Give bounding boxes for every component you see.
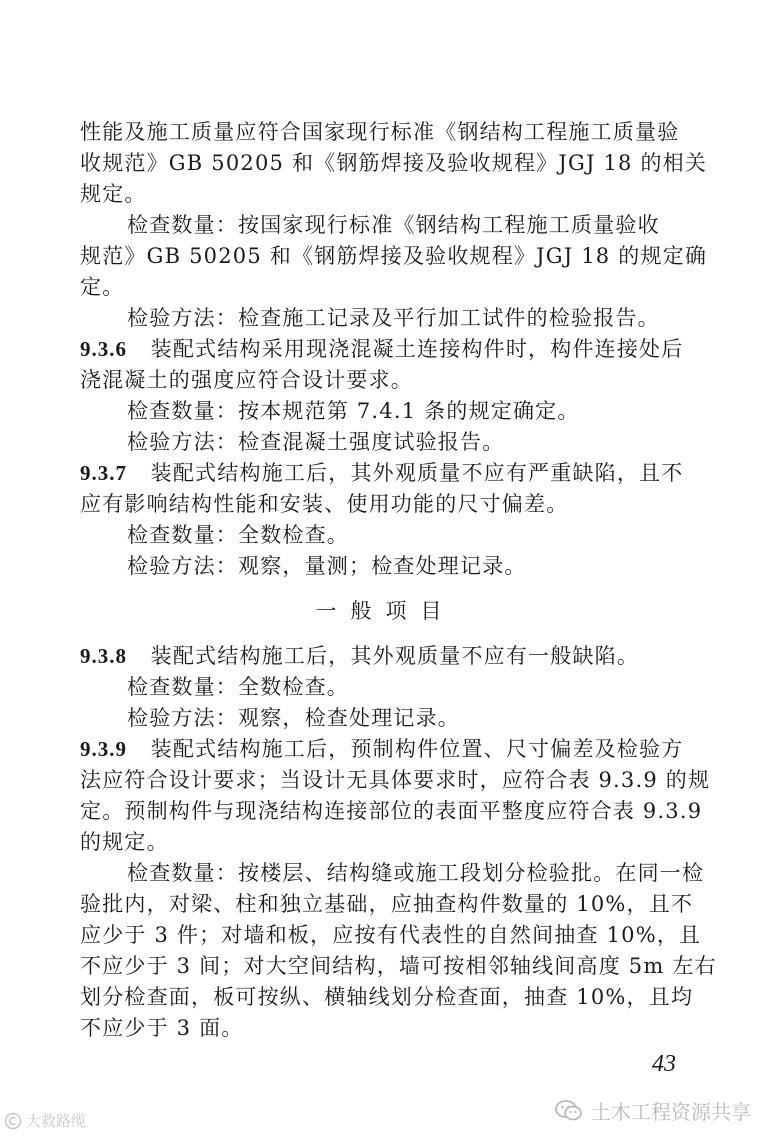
clause-text: 装配式结构施工后，其外观质量不应有严重缺陷，且不 <box>150 461 684 485</box>
clause-text: 装配式结构施工后，其外观质量不应有一般缺陷。 <box>150 644 640 668</box>
text-line: 应有影响结构性能和安装、使用功能的尺寸偏差。 <box>80 492 569 516</box>
text-line: 性能及施工质量应符合国家现行标准《钢结构工程施工质量验 <box>80 120 680 144</box>
wechat-icon <box>555 1099 583 1123</box>
watermark-left <box>4 1110 86 1131</box>
text-line: 收规范》GB 50205 和《钢筋焊接及验收规程》JGJ 18 的相关 <box>80 151 708 175</box>
text-line: 规定。 <box>80 182 147 206</box>
text-line: 检验方法：观察，检查处理记录。 <box>127 706 460 730</box>
clause-line <box>80 334 683 364</box>
clause-text: 装配式结构施工后，预制构件位置、尺寸偏差及检验方 <box>150 737 684 761</box>
text-line: 检验方法：检查施工记录及平行加工试件的检验报告。 <box>127 306 660 330</box>
copyright-icon <box>4 1112 22 1130</box>
text-line: 定。 <box>80 275 125 299</box>
text-line: 检查数量：按本规范第 7.4.1 条的规定确定。 <box>127 399 580 423</box>
text-line: 浇混凝土的强度应符合设计要求。 <box>80 368 413 392</box>
text-line: 应少于 3 件；对墙和板，应按有代表性的自然间抽查 10%，且 <box>80 923 702 947</box>
watermark-right <box>555 1096 751 1125</box>
text-line: 的规定。 <box>80 830 169 854</box>
text-line: 法应符合设计要求；当设计无具体要求时，应符合表 9.3.9 的规 <box>80 768 711 792</box>
clause-number: 9.3.6 <box>80 337 127 361</box>
text-line: 验批内，对梁、柱和独立基础，应抽查构件数量的 10%，且不 <box>80 892 694 916</box>
text-line: 定。预制构件与现浇结构连接部位的表面平整度应符合表 9.3.9 <box>80 799 703 823</box>
text-line: 不应少于 3 面。 <box>80 1016 244 1040</box>
page-number: 43 <box>652 1051 676 1077</box>
text-line: 检查数量：全数检查。 <box>127 675 349 699</box>
text-line: 检查数量：按国家现行标准《钢结构工程施工质量验收 <box>127 213 660 237</box>
text-line: 划分检查面，板可按纵、横轴线划分检查面，抽查 10%，且均 <box>80 985 694 1009</box>
section-heading: 一般项目 <box>315 599 456 623</box>
clause-text: 装配式结构采用现浇混凝土连接构件时，构件连接处后 <box>150 337 684 361</box>
clause-number: 9.3.7 <box>80 461 127 485</box>
clause-line <box>80 734 683 764</box>
clause-number: 9.3.8 <box>80 644 127 668</box>
text-line: 规范》GB 50205 和《钢筋焊接及验收规程》JGJ 18 的规定确 <box>80 244 708 268</box>
clause-number: 9.3.9 <box>80 737 127 761</box>
text-line: 检查数量：全数检查。 <box>127 523 349 547</box>
text-line: 不应少于 3 间；对大空间结构，墙可按相邻轴线间高度 5m 左右 <box>80 954 717 978</box>
text-line: 检验方法：观察，量测；检查处理记录。 <box>127 554 527 578</box>
watermark-right-text: 土木工程资源共享 <box>591 1100 751 1124</box>
watermark-left-text: 大救路缆 <box>26 1112 87 1130</box>
clause-line <box>80 641 639 671</box>
clause-line <box>80 458 683 488</box>
text-line: 检验方法：检查混凝土强度试验报告。 <box>127 430 505 454</box>
text-line: 检查数量：按楼层、结构缝或施工段划分检验批。在同一检 <box>127 861 705 885</box>
